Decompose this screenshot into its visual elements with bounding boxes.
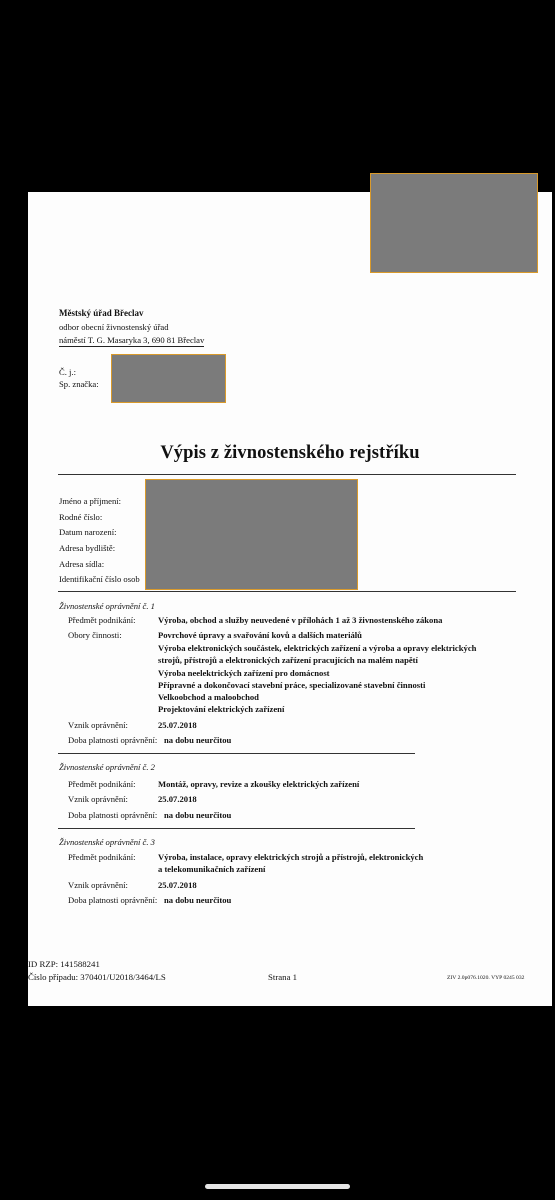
person-label-residence: Adresa bydliště:: [59, 543, 116, 553]
permit-2-rule: [58, 828, 415, 829]
cj-label: Č. j.:: [59, 367, 76, 377]
permit-2-validity-label: Doba platnosti oprávnění:: [68, 810, 158, 820]
permit-1-field: strojů, přístrojů a elektronických zařízení pracujících na malém napětí: [158, 655, 418, 665]
footer-page-number: Strana 1: [268, 972, 298, 982]
permit-3-subject-label: Předmět podnikání:: [68, 852, 136, 862]
footer-code: ZIV 2.0p076.1020. VYP 0245 032: [447, 975, 525, 981]
footer-id-rzp: ID RZP: 141588241: [28, 959, 100, 969]
permit-1-subject: Výroba, obchod a služby neuvedené v přílohách 1 až 3 živnostenského zákona: [158, 615, 443, 625]
person-label-ico: Identifikační číslo osob: [59, 574, 140, 584]
permit-2-title: Živnostenské oprávnění č. 2: [59, 762, 155, 772]
permit-2-origin-label: Vznik oprávnění:: [68, 794, 128, 804]
redacted-box-header: [370, 173, 538, 273]
permit-1-subject-label: Předmět podnikání:: [68, 615, 136, 625]
title-rule: [58, 474, 516, 475]
permit-1-origin: 25.07.2018: [158, 720, 197, 730]
document-page: [28, 192, 552, 1006]
office-name: Městský úřad Břeclav: [59, 308, 144, 318]
footer-case-number: Číslo případu: 370401/U2018/3464/LS: [28, 972, 166, 982]
permit-1-title: Živnostenské oprávnění č. 1: [59, 601, 155, 611]
permit-1-origin-label: Vznik oprávnění:: [68, 720, 128, 730]
home-indicator[interactable]: [205, 1184, 350, 1189]
permit-3-origin-label: Vznik oprávnění:: [68, 880, 128, 890]
document-title: Výpis z živnostenského rejstříku: [160, 443, 420, 463]
office-address: náměstí T. G. Masaryka 3, 690 81 Břeclav: [59, 335, 205, 345]
permit-1-validity-label: Doba platnosti oprávnění:: [68, 735, 158, 745]
office-dept: odbor obecní živnostenský úřad: [59, 322, 169, 332]
permit-2-origin: 25.07.2018: [158, 794, 197, 804]
permit-2-subject: Montáž, opravy, revize a zkoušky elektrických zařízení: [158, 779, 360, 789]
permit-3-origin: 25.07.2018: [158, 880, 197, 890]
permit-1-field: Přípravné a dokončovací stavební práce, specializované stavební činnosti: [158, 680, 426, 690]
permit-1-field: Povrchové úpravy a svařování kovů a dalších materiálů: [158, 630, 362, 640]
permit-3-validity: na dobu neurčitou: [164, 895, 232, 905]
redacted-box-reference: [111, 354, 226, 403]
person-label-seat: Adresa sídla:: [59, 559, 105, 569]
person-label-name: Jméno a příjmení:: [59, 496, 122, 506]
person-label-birth-date: Datum narození:: [59, 527, 117, 537]
redacted-box-personal: [145, 479, 358, 590]
spzn-label: Sp. značka:: [59, 379, 99, 389]
permit-1-field: Projektování elektrických zařízení: [158, 704, 285, 714]
permit-3-validity-label: Doba platnosti oprávnění:: [68, 895, 158, 905]
person-rule: [58, 591, 516, 592]
permit-1-fields-label: Obory činnosti:: [68, 630, 122, 640]
person-label-birth-number: Rodné číslo:: [59, 512, 103, 522]
permit-1-rule: [58, 753, 415, 754]
permit-2-validity: na dobu neurčitou: [164, 810, 232, 820]
permit-3-subject: Výroba, instalace, opravy elektrických strojů a přístrojů, elektronických: [158, 852, 424, 862]
permit-1-field: Velkoobchod a maloobchod: [158, 692, 259, 702]
permit-1-field: Výroba elektronických součástek, elektrických zařízení a výroba a opravy elektrických: [158, 643, 477, 653]
permit-3-title: Živnostenské oprávnění č. 3: [59, 837, 155, 847]
permit-2-subject-label: Předmět podnikání:: [68, 779, 136, 789]
permit-3-subject: a telekomunikačních zařízení: [158, 864, 266, 874]
permit-1-field: Výroba neelektrických zařízení pro domácnost: [158, 668, 330, 678]
permit-1-validity: na dobu neurčitou: [164, 735, 232, 745]
